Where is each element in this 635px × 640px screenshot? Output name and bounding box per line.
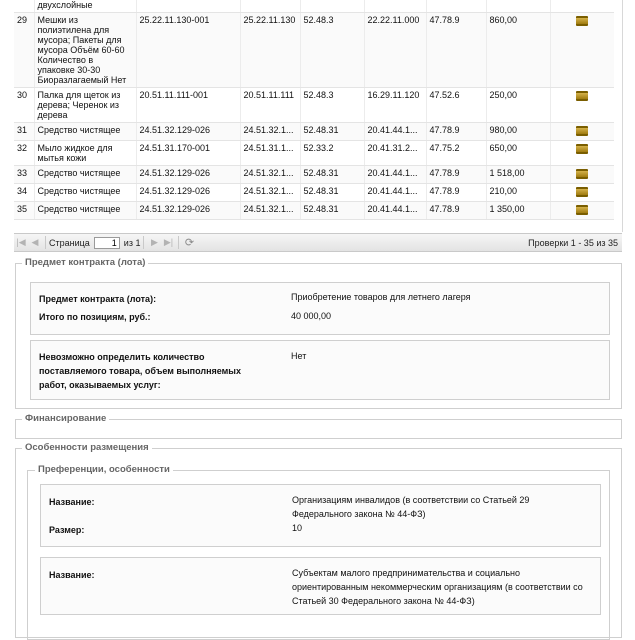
subject-value: Приобретение товаров для летнего лагеря <box>291 292 471 302</box>
row-number: 34 <box>14 184 34 202</box>
okpd2-code: 25.22.11.130 <box>240 13 300 88</box>
preference-name-value: Организациям инвалидов (в соответствии со Статьей 29 Федерального закона № 44-ФЗ) <box>292 495 530 519</box>
preference-size-value: 10 <box>292 523 303 533</box>
table-row[interactable] <box>14 0 614 13</box>
okdp-code: 52.33.2 <box>300 141 364 166</box>
row-action-cell <box>550 166 614 184</box>
okved2-code: 47.75.2 <box>426 141 486 166</box>
okdp-code: 52.48.31 <box>300 202 364 220</box>
table-row[interactable] <box>14 123 614 141</box>
okdp-code: 52.48.3 <box>300 88 364 123</box>
row-number: 33 <box>14 166 34 184</box>
okdp-code: 52.48.3 <box>300 13 364 88</box>
okpd-code: 20.41.44.1... <box>364 184 426 202</box>
preference-name-label: Название: <box>49 570 95 580</box>
item-price: 650,00 <box>486 141 550 166</box>
okved2-code: 47.52.6 <box>426 88 486 123</box>
ktru-code: 25.22.11.130-001 <box>136 13 240 88</box>
contract-subject-box <box>30 282 610 335</box>
item-price: 210,00 <box>486 184 550 202</box>
positions-grid <box>14 0 623 232</box>
grid-pager <box>14 233 622 252</box>
file-stack-icon[interactable] <box>576 169 588 179</box>
first-page-icon[interactable]: |◀ <box>16 237 26 247</box>
pager-separator <box>143 236 144 249</box>
pager-separator <box>178 236 179 249</box>
quantity-value: Нет <box>291 351 307 361</box>
okpd2-code: 24.51.32.1... <box>240 166 300 184</box>
refresh-icon[interactable]: ⟳ <box>184 237 195 249</box>
item-name: Средство чистящее <box>34 184 136 202</box>
table-row[interactable] <box>14 88 614 123</box>
item-name: Средство чистящее <box>34 202 136 220</box>
okpd-code: 16.29.11.120 <box>364 88 426 123</box>
preference-size-label: Размер: <box>49 525 85 535</box>
ktru-code: 24.51.32.129-026 <box>136 166 240 184</box>
preferences-section-legend: Преференции, особенности <box>35 464 173 475</box>
okved2-code <box>426 0 486 13</box>
subject-label: Предмет контракта (лота): <box>39 294 157 304</box>
table-row[interactable] <box>14 166 614 184</box>
pager-separator <box>45 236 46 249</box>
table-row[interactable] <box>14 202 614 220</box>
row-action-cell <box>550 88 614 123</box>
okved2-code: 47.78.9 <box>426 13 486 88</box>
file-stack-icon[interactable] <box>576 187 588 197</box>
table-row[interactable] <box>14 141 614 166</box>
item-name: Средство чистящее <box>34 123 136 141</box>
ktru-code: 24.51.31.170-001 <box>136 141 240 166</box>
item-name: Средство чистящее <box>34 166 136 184</box>
row-number: 32 <box>14 141 34 166</box>
okved2-code: 47.78.9 <box>426 166 486 184</box>
item-price: 1 350,00 <box>486 202 550 220</box>
item-price: 860,00 <box>486 13 550 88</box>
page-count-label: из 1 <box>123 237 141 248</box>
quantity-box <box>30 340 610 400</box>
preference-name-label: Название: <box>49 497 95 507</box>
ktru-code: 24.51.32.129-026 <box>136 123 240 141</box>
row-number: 30 <box>14 88 34 123</box>
prev-page-icon[interactable]: ◀ <box>31 237 39 247</box>
row-action-cell <box>550 0 614 13</box>
item-price: 250,00 <box>486 88 550 123</box>
okpd-code: 22.22.11.000 <box>364 13 426 88</box>
okpd-code: 20.41.44.1... <box>364 202 426 220</box>
quantity-label: Невозможно определить количество поставляемого товара, объем выполняемых работ, оказываемых услуг: <box>39 352 241 390</box>
item-price <box>486 0 550 13</box>
table-row[interactable] <box>14 13 614 88</box>
okpd2-code: 24.51.32.1... <box>240 123 300 141</box>
pager-status: Проверки 1 - 35 из 35 <box>528 237 618 248</box>
okved2-code: 47.78.9 <box>426 202 486 220</box>
positions-table <box>14 0 614 220</box>
okved2-code: 47.78.9 <box>426 184 486 202</box>
row-action-cell <box>550 123 614 141</box>
preference-name-value: Субъектам малого предпринимательства и социально ориентированным некоммерческим организациям (в соответствии со Статьей 30 Федерального закона № 44-ФЗ) <box>292 568 583 606</box>
file-stack-icon[interactable] <box>576 205 588 215</box>
row-action-cell <box>550 202 614 220</box>
total-value: 40 000,00 <box>291 311 332 321</box>
table-row[interactable] <box>14 184 614 202</box>
preference-item <box>40 557 601 615</box>
total-label: Итого по позициям, руб.: <box>39 312 151 322</box>
financing-section-legend[interactable]: Финансирование <box>22 413 109 424</box>
row-action-cell <box>550 141 614 166</box>
ktru-code: 24.51.32.129-026 <box>136 184 240 202</box>
okdp-code <box>300 0 364 13</box>
item-price: 1 518,00 <box>486 166 550 184</box>
item-name: Палка для щеток из дерева; Черенок из дерева <box>34 88 136 123</box>
item-name: Мешки из полиэтилена для мусора; Пакеты для мусора Объём 60-60 Количество в упаковке 30-30 Биоразлагаемый Нет <box>34 13 136 88</box>
page-number-input[interactable] <box>94 237 120 249</box>
okpd-code: 20.41.31.2... <box>364 141 426 166</box>
ktru-code: 20.51.11.111-001 <box>136 88 240 123</box>
okpd2-code: 24.51.31.1... <box>240 141 300 166</box>
okved2-code: 47.78.9 <box>426 123 486 141</box>
next-page-icon[interactable]: ▶ <box>151 237 158 247</box>
row-action-cell <box>550 13 614 88</box>
okpd2-code: 24.51.32.1... <box>240 202 300 220</box>
preference-item <box>40 484 601 547</box>
file-stack-icon[interactable] <box>576 91 588 101</box>
file-stack-icon[interactable] <box>576 126 588 136</box>
okpd-code: 20.41.44.1... <box>364 123 426 141</box>
item-name: двухслойные <box>34 0 136 13</box>
file-stack-icon[interactable] <box>576 144 588 154</box>
row-number <box>14 0 34 13</box>
row-action-cell <box>550 184 614 202</box>
okdp-code: 52.48.31 <box>300 184 364 202</box>
ktru-code: 24.51.32.129-026 <box>136 202 240 220</box>
okpd2-code: 24.51.32.1... <box>240 184 300 202</box>
row-number: 31 <box>14 123 34 141</box>
okpd-code <box>364 0 426 13</box>
last-page-icon[interactable]: ▶| <box>163 237 174 247</box>
contract-section-legend: Предмет контракта (лота) <box>22 257 148 268</box>
okpd2-code <box>240 0 300 13</box>
row-number: 29 <box>14 13 34 88</box>
okpd-code: 20.41.44.1... <box>364 166 426 184</box>
placement-section-legend: Особенности размещения <box>22 442 152 453</box>
row-number: 35 <box>14 202 34 220</box>
file-stack-icon[interactable] <box>576 16 588 26</box>
okdp-code: 52.48.31 <box>300 166 364 184</box>
okdp-code: 52.48.31 <box>300 123 364 141</box>
okpd2-code: 20.51.11.111 <box>240 88 300 123</box>
item-price: 980,00 <box>486 123 550 141</box>
ktru-code <box>136 0 240 13</box>
page-label: Страница <box>49 237 90 248</box>
item-name: Мыло жидкое для мытья кожи <box>34 141 136 166</box>
